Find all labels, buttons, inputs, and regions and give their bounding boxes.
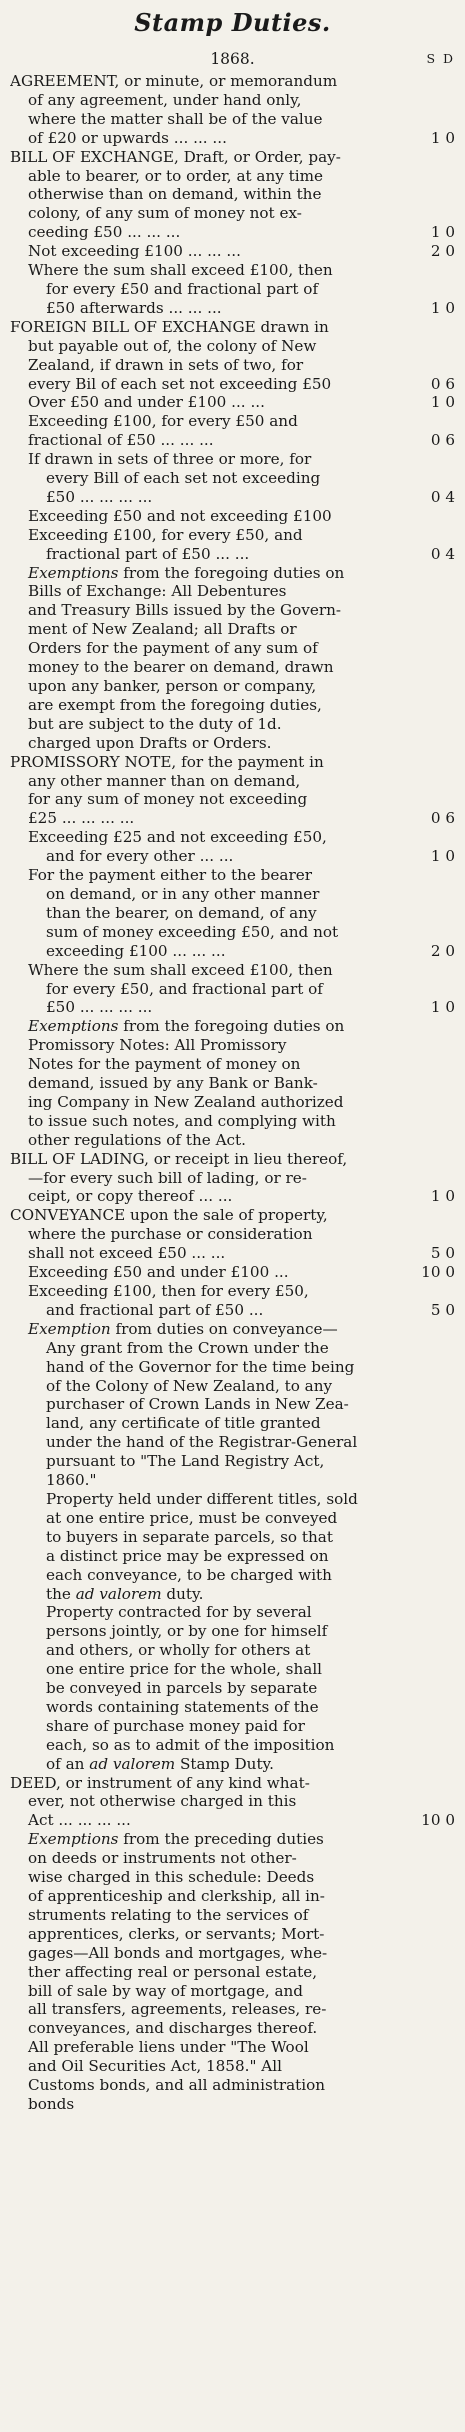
text-line bbox=[10, 601, 455, 620]
text-line bbox=[10, 185, 455, 204]
line-text: but payable out of, the colony of New bbox=[28, 336, 317, 355]
text-line bbox=[10, 1792, 455, 1811]
line-text: Exceeding £50 and not exceeding £100 bbox=[28, 506, 332, 525]
text-line bbox=[10, 790, 455, 809]
line-text: conveyances, and discharges thereof. bbox=[28, 2019, 318, 2038]
line-text: AGREEMENT, or minute, or memorandum bbox=[10, 72, 338, 90]
text-line bbox=[10, 1093, 455, 1112]
line-text: PROMISSORY NOTE, for the payment in bbox=[10, 752, 324, 771]
line-text: fractional of £50 ... ... ... bbox=[28, 431, 214, 450]
text-line bbox=[10, 866, 455, 885]
line-text: on deeds or instruments not other- bbox=[28, 1849, 297, 1868]
text-line bbox=[10, 1017, 455, 1036]
line-text: ment of New Zealand; all Drafts or bbox=[28, 620, 297, 639]
text-line bbox=[10, 715, 455, 734]
text-line bbox=[10, 91, 455, 110]
line-text: Bills of Exchange: All Debentures bbox=[28, 582, 287, 601]
duty-line bbox=[10, 1187, 455, 1206]
line-text: Exemptions from the foregoing duties on bbox=[28, 563, 345, 582]
duty-amount: 1 0 bbox=[430, 393, 455, 412]
text-line bbox=[10, 1641, 455, 1660]
line-text: If drawn in sets of three or more, for bbox=[28, 450, 312, 469]
article-title: Stamp Duties. bbox=[134, 8, 331, 37]
line-text: and others, or wholly for others at bbox=[46, 1641, 311, 1660]
line-text: of apprenticeship and clerkship, all in- bbox=[28, 1887, 325, 1905]
duty-line bbox=[10, 129, 455, 148]
line-text: £50 ... ... ... ... bbox=[46, 998, 153, 1017]
line-text: For the payment either to the bearer bbox=[28, 866, 312, 885]
line-text: money to the bearer on demand, drawn bbox=[28, 658, 334, 677]
line-text: sum of money exceeding £50, and not bbox=[46, 922, 339, 941]
line-text: £50 ... ... ... ... bbox=[46, 487, 153, 506]
duty-amount: 2 0 bbox=[430, 941, 455, 960]
text-line bbox=[10, 677, 455, 696]
text-line bbox=[10, 1925, 455, 1944]
text-line bbox=[10, 639, 455, 658]
duty-line bbox=[10, 809, 455, 828]
text-line bbox=[10, 1206, 455, 1225]
text-line bbox=[10, 1736, 455, 1755]
duty-amount: 5 0 bbox=[430, 1300, 455, 1319]
line-text: every Bill of each set not exceeding bbox=[46, 469, 321, 488]
text-line bbox=[10, 1395, 455, 1414]
text-line bbox=[10, 2038, 455, 2057]
text-line bbox=[10, 2000, 455, 2019]
text-line bbox=[10, 980, 455, 999]
text-line bbox=[10, 923, 455, 942]
line-text: £50 afterwards ... ... ... bbox=[46, 298, 222, 317]
text-line bbox=[10, 1603, 455, 1622]
text-line bbox=[10, 1320, 455, 1339]
column-headers: S D bbox=[426, 51, 455, 66]
article-body bbox=[10, 72, 455, 2114]
line-text: 1860." bbox=[46, 1471, 97, 1490]
line-text: under the hand of the Registrar-General bbox=[46, 1433, 358, 1452]
line-text: struments relating to the services of bbox=[28, 1905, 309, 1924]
text-line bbox=[10, 1585, 455, 1604]
text-line bbox=[10, 961, 455, 980]
text-line bbox=[10, 1774, 455, 1793]
line-text: other regulations of the Act. bbox=[28, 1130, 246, 1149]
line-text: Exceeding £100, then for every £50, bbox=[28, 1282, 309, 1300]
line-text: share of purchase money paid for bbox=[46, 1716, 305, 1735]
line-text: be conveyed in parcels by separate bbox=[46, 1679, 318, 1698]
line-text: Exemption from duties on conveyance— bbox=[28, 1319, 338, 1338]
text-line bbox=[10, 1169, 455, 1188]
text-line bbox=[10, 620, 455, 639]
line-text: but are subject to the duty of 1d. bbox=[28, 714, 282, 733]
text-line bbox=[10, 1490, 455, 1509]
text-line bbox=[10, 1887, 455, 1906]
text-line bbox=[10, 904, 455, 923]
year-label: 1868. bbox=[210, 50, 255, 68]
duty-line bbox=[10, 1811, 455, 1830]
text-line bbox=[10, 1112, 455, 1131]
text-line bbox=[10, 1698, 455, 1717]
line-text: wise charged in this schedule: Deeds bbox=[28, 1868, 315, 1887]
duty-line bbox=[10, 1301, 455, 1320]
text-line bbox=[10, 72, 455, 91]
line-text: FOREIGN BILL OF EXCHANGE drawn in bbox=[10, 317, 329, 336]
line-text: Exemptions from the foregoing duties on bbox=[28, 1017, 345, 1036]
line-text: on demand, or in any other manner bbox=[46, 884, 320, 903]
duty-line bbox=[10, 223, 455, 242]
text-line bbox=[10, 318, 455, 337]
line-text: and fractional part of £50 ... bbox=[46, 1300, 264, 1319]
text-line bbox=[10, 337, 455, 356]
line-text: Exceeding £100, for every £50, and bbox=[28, 525, 303, 544]
line-text: Zealand, if drawn in sets of two, for bbox=[28, 355, 304, 374]
text-line bbox=[10, 1225, 455, 1244]
duty-amount: 10 0 bbox=[421, 1811, 455, 1830]
duty-line bbox=[10, 242, 455, 261]
line-text: exceeding £100 ... ... ... bbox=[46, 941, 226, 960]
text-line bbox=[10, 1849, 455, 1868]
text-line bbox=[10, 1339, 455, 1358]
line-text: than the bearer, on demand, of any bbox=[46, 903, 317, 922]
line-text: every Bil of each set not exceeding £50 bbox=[28, 374, 332, 393]
line-text: and Treasury Bills issued by the Govern- bbox=[28, 601, 342, 620]
line-text: where the purchase or consideration bbox=[28, 1225, 313, 1244]
line-text: fractional part of £50 ... ... bbox=[46, 544, 250, 563]
duty-amount: 1 0 bbox=[430, 223, 455, 242]
line-text: all transfers, agreements, releases, re- bbox=[28, 2000, 327, 2019]
line-text: £25 ... ... ... ... bbox=[28, 809, 135, 828]
line-text: Exemptions from the preceding duties bbox=[28, 1830, 324, 1849]
duty-line bbox=[10, 375, 455, 394]
line-text: of the Colony of New Zealand, to any bbox=[46, 1376, 333, 1395]
line-text: of £20 or upwards ... ... ... bbox=[28, 128, 227, 147]
text-line bbox=[10, 148, 455, 167]
line-text: bill of sale by way of mortgage, and bbox=[28, 1981, 304, 2000]
line-text: words containing statements of the bbox=[46, 1697, 319, 1716]
duty-amount: 0 6 bbox=[430, 809, 455, 828]
line-text: to buyers in separate parcels, so that bbox=[46, 1527, 333, 1546]
line-text: Notes for the payment of money on bbox=[28, 1055, 301, 1074]
line-text: ther affecting real or personal estate, bbox=[28, 1962, 318, 1981]
line-text: demand, issued by any Bank or Bank- bbox=[28, 1074, 318, 1093]
text-line bbox=[10, 1622, 455, 1641]
line-text: persons jointly, or by one for himself bbox=[46, 1622, 328, 1641]
text-line bbox=[10, 696, 455, 715]
duty-amount: 2 0 bbox=[430, 242, 455, 261]
text-line bbox=[10, 734, 455, 753]
line-text: Any grant from the Crown under the bbox=[46, 1338, 329, 1357]
line-text: one entire price for the whole, shall bbox=[46, 1660, 323, 1679]
text-line bbox=[10, 356, 455, 375]
text-line bbox=[10, 2076, 455, 2095]
text-line bbox=[10, 1377, 455, 1396]
text-line bbox=[10, 772, 455, 791]
line-text: shall not exceed £50 ... ... bbox=[28, 1244, 226, 1263]
line-text: —for every such bill of lading, or re- bbox=[28, 1168, 307, 1187]
duty-amount: 0 4 bbox=[430, 544, 455, 563]
line-text: CONVEYANCE upon the sale of property, bbox=[10, 1206, 328, 1225]
duty-amount: 1 0 bbox=[430, 128, 455, 147]
text-line bbox=[10, 1566, 455, 1585]
line-text: BILL OF LADING, or receipt in lieu thereof, bbox=[10, 1149, 348, 1168]
line-text: DEED, or instrument of any kind what- bbox=[10, 1773, 310, 1792]
text-line bbox=[10, 1433, 455, 1452]
text-line bbox=[10, 1944, 455, 1963]
line-text: bonds bbox=[28, 2094, 75, 2113]
text-line bbox=[10, 1471, 455, 1490]
text-line bbox=[10, 564, 455, 583]
duty-amount: 1 0 bbox=[430, 1187, 455, 1206]
duty-line bbox=[10, 1263, 455, 1282]
duty-line bbox=[10, 1244, 455, 1263]
line-text: at one entire price, must be conveyed bbox=[46, 1508, 338, 1527]
line-text: All preferable liens under "The Wool bbox=[28, 2038, 309, 2057]
line-text: Property contracted for by several bbox=[46, 1603, 312, 1622]
year-row bbox=[10, 50, 455, 72]
line-text: upon any banker, person or company, bbox=[28, 677, 317, 695]
line-text: Customs bonds, and all administration bbox=[28, 2076, 326, 2095]
text-line bbox=[10, 2095, 455, 2114]
text-line bbox=[10, 1282, 455, 1301]
text-line bbox=[10, 2057, 455, 2076]
line-text: otherwise than on demand, within the bbox=[28, 185, 322, 204]
line-text: Act ... ... ... ... bbox=[28, 1811, 131, 1830]
line-text: land, any certificate of title granted bbox=[46, 1414, 321, 1433]
duty-amount: 1 0 bbox=[430, 298, 455, 317]
line-text: any other manner than on demand, bbox=[28, 771, 301, 790]
line-text: for every £50 and fractional part of bbox=[46, 279, 319, 298]
text-line bbox=[10, 1547, 455, 1566]
text-line bbox=[10, 280, 455, 299]
duty-amount: 5 0 bbox=[430, 1244, 455, 1263]
duty-amount: 10 0 bbox=[421, 1263, 455, 1282]
text-line bbox=[10, 753, 455, 772]
line-text: ceipt, or copy thereof ... ... bbox=[28, 1187, 233, 1206]
text-line bbox=[10, 450, 455, 469]
line-text: Promissory Notes: All Promissory bbox=[28, 1036, 287, 1055]
line-text: hand of the Governor for the time being bbox=[46, 1357, 355, 1376]
text-line bbox=[10, 2019, 455, 2038]
duty-line bbox=[10, 488, 455, 507]
line-text: able to bearer, or to order, at any time bbox=[28, 166, 324, 185]
line-text: gages—All bonds and mortgages, whe- bbox=[28, 1943, 328, 1962]
text-line bbox=[10, 1830, 455, 1849]
line-text: and Oil Securities Act, 1858." All bbox=[28, 2057, 282, 2076]
line-text: Exceeding £100, for every £50 and bbox=[28, 412, 298, 431]
duty-amount: 0 6 bbox=[430, 431, 455, 450]
text-line bbox=[10, 885, 455, 904]
line-text: for any sum of money not exceeding bbox=[28, 790, 308, 809]
text-line bbox=[10, 658, 455, 677]
text-line bbox=[10, 1717, 455, 1736]
line-text: pursuant to "The Land Registry Act, bbox=[46, 1452, 325, 1471]
text-line bbox=[10, 1868, 455, 1887]
line-text: where the matter shall be of the value bbox=[28, 109, 323, 128]
text-line bbox=[10, 412, 455, 431]
line-text: Exceeding £50 and under £100 ... bbox=[28, 1263, 289, 1282]
text-line bbox=[10, 1982, 455, 2001]
text-line bbox=[10, 1755, 455, 1774]
text-line bbox=[10, 1036, 455, 1055]
line-text: of an ad valorem Stamp Duty. bbox=[46, 1754, 274, 1773]
text-line bbox=[10, 828, 455, 847]
text-line bbox=[10, 1509, 455, 1528]
duty-line bbox=[10, 998, 455, 1017]
line-text: for every £50, and fractional part of bbox=[46, 979, 323, 998]
duty-amount: 0 4 bbox=[430, 487, 455, 506]
line-text: purchaser of Crown Lands in New Zea- bbox=[46, 1395, 349, 1414]
text-line bbox=[10, 507, 455, 526]
line-text: to issue such notes, and complying with bbox=[28, 1111, 336, 1130]
line-text: Property held under different titles, sold bbox=[46, 1489, 358, 1508]
line-text: the ad valorem duty. bbox=[46, 1584, 204, 1603]
duty-line bbox=[10, 545, 455, 564]
text-line bbox=[10, 110, 455, 129]
text-line bbox=[10, 1131, 455, 1150]
text-line bbox=[10, 1906, 455, 1925]
text-line bbox=[10, 1150, 455, 1169]
line-text: Orders for the payment of any sum of bbox=[28, 639, 318, 658]
text-line bbox=[10, 582, 455, 601]
duty-line bbox=[10, 847, 455, 866]
line-text: ever, not otherwise charged in this bbox=[28, 1792, 297, 1811]
text-line bbox=[10, 1074, 455, 1093]
line-text: ceeding £50 ... ... ... bbox=[28, 223, 181, 242]
text-line bbox=[10, 1679, 455, 1698]
duty-amount: 1 0 bbox=[430, 998, 455, 1017]
duty-amount: 1 0 bbox=[430, 847, 455, 866]
line-text: apprentices, clerks, or servants; Mort- bbox=[28, 1924, 325, 1943]
line-text: of any agreement, under hand only, bbox=[28, 90, 302, 109]
duty-line bbox=[10, 431, 455, 450]
line-text: Over £50 and under £100 ... ... bbox=[28, 393, 265, 412]
duty-line bbox=[10, 299, 455, 318]
text-line bbox=[10, 526, 455, 545]
line-text: a distinct price may be expressed on bbox=[46, 1546, 329, 1565]
text-line bbox=[10, 1963, 455, 1982]
text-line bbox=[10, 167, 455, 186]
line-text: BILL OF EXCHANGE, Draft, or Order, pay- bbox=[10, 147, 341, 166]
text-line bbox=[10, 1660, 455, 1679]
text-line bbox=[10, 469, 455, 488]
line-text: each conveyance, to be charged with bbox=[46, 1565, 332, 1584]
text-line bbox=[10, 1528, 455, 1547]
text-line bbox=[10, 1358, 455, 1377]
line-text: ing Company in New Zealand authorized bbox=[28, 1092, 344, 1111]
text-line bbox=[10, 261, 455, 280]
text-line bbox=[10, 1414, 455, 1433]
line-text: each, so as to admit of the imposition bbox=[46, 1735, 335, 1754]
text-line bbox=[10, 204, 455, 223]
line-text: Where the sum shall exceed £100, then bbox=[28, 261, 333, 280]
line-text: charged upon Drafts or Orders. bbox=[28, 733, 272, 752]
line-text: Not exceeding £100 ... ... ... bbox=[28, 242, 241, 261]
text-line bbox=[10, 1055, 455, 1074]
line-text: Exceeding £25 and not exceeding £50, bbox=[28, 828, 327, 847]
text-line bbox=[10, 1452, 455, 1471]
duty-amount: 0 6 bbox=[430, 374, 455, 393]
line-text: and for every other ... ... bbox=[46, 847, 234, 866]
line-text: are exempt from the foregoing duties, bbox=[28, 695, 322, 714]
line-text: colony, of any sum of money not ex- bbox=[28, 204, 302, 223]
duty-line bbox=[10, 393, 455, 412]
line-text: Where the sum shall exceed £100, then bbox=[28, 960, 333, 979]
duty-line bbox=[10, 942, 455, 961]
